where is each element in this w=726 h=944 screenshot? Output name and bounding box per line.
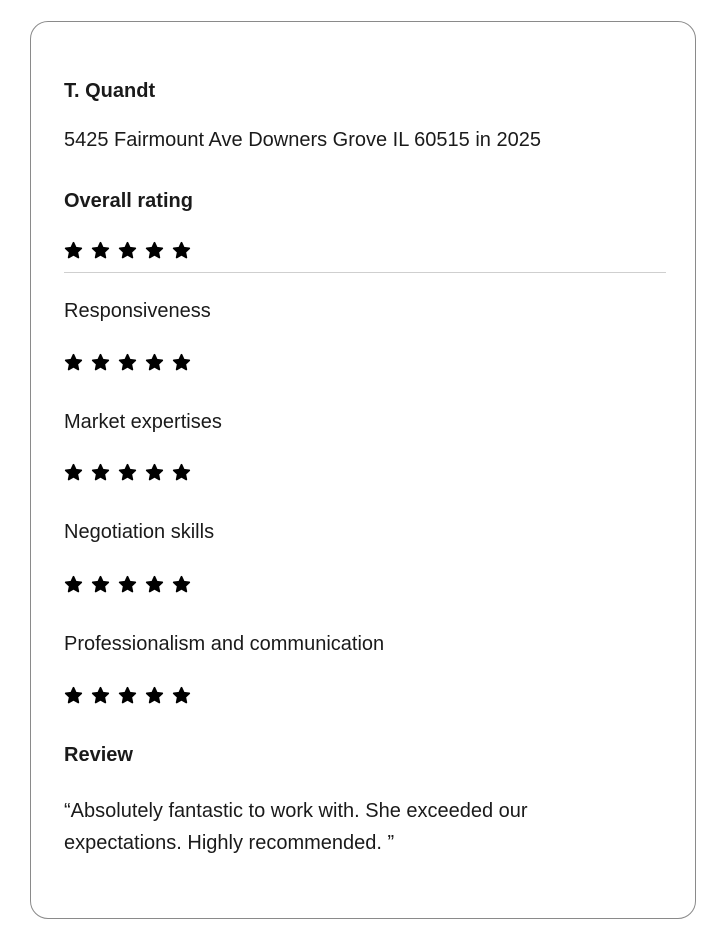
review-title: Review [64, 744, 133, 766]
star-icon [64, 686, 83, 705]
star-icon [64, 575, 83, 594]
divider [64, 272, 666, 273]
star-icon [118, 463, 137, 482]
category-label-market-expertise: Market expertises [64, 411, 222, 433]
star-icon [91, 353, 110, 372]
star-icon [91, 686, 110, 705]
reviewer-name: T. Quandt [64, 80, 156, 102]
category-stars-professionalism [64, 686, 191, 708]
review-text: “Absolutely fantastic to work with. She exceeded our expectations. Highly recommended. ” [64, 800, 528, 854]
star-icon [118, 686, 137, 705]
star-icon [64, 463, 83, 482]
star-icon [172, 463, 191, 482]
property-address: 5425 Fairmount Ave Downers Grove IL 60515 in 2025 [64, 129, 541, 151]
star-icon [91, 241, 110, 260]
overall-rating-stars [64, 241, 191, 263]
star-icon [118, 575, 137, 594]
category-stars-responsiveness [64, 353, 191, 375]
star-icon [91, 463, 110, 482]
star-icon [145, 686, 164, 705]
star-icon [172, 686, 191, 705]
star-icon [91, 575, 110, 594]
overall-rating-title: Overall rating [64, 190, 193, 212]
star-icon [118, 353, 137, 372]
category-label-professionalism: Professionalism and communication [64, 633, 385, 655]
review-card [30, 21, 696, 919]
star-icon [118, 241, 137, 260]
star-icon [145, 575, 164, 594]
category-stars-market-expertise [64, 463, 191, 485]
star-icon [172, 575, 191, 594]
star-icon [145, 241, 164, 260]
category-stars-negotiation-skills [64, 575, 191, 597]
star-icon [145, 353, 164, 372]
star-icon [172, 353, 191, 372]
star-icon [172, 241, 191, 260]
category-label-negotiation-skills: Negotiation skills [64, 521, 215, 543]
star-icon [64, 241, 83, 260]
category-label-responsiveness: Responsiveness [64, 300, 211, 322]
star-icon [64, 353, 83, 372]
star-icon [145, 463, 164, 482]
